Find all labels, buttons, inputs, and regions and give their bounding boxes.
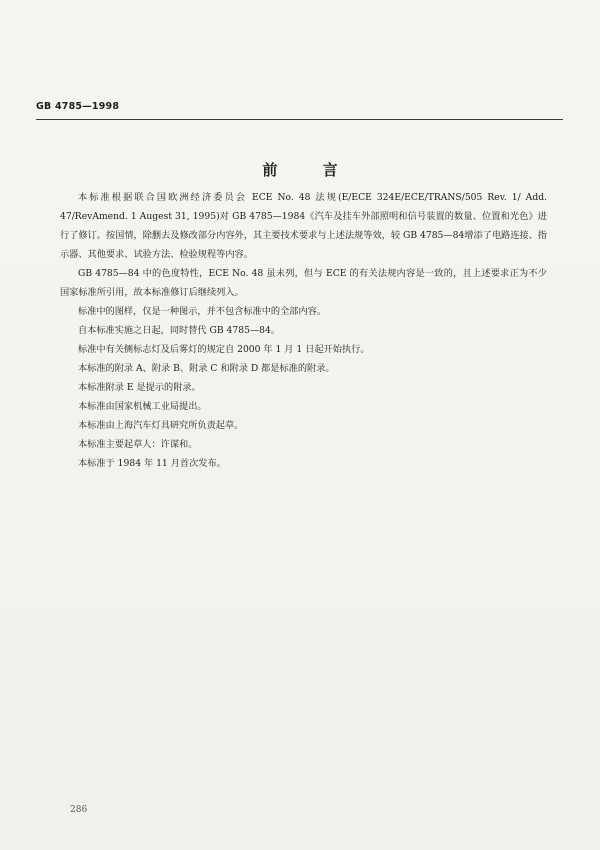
paragraph-chromaticity: GB 4785—84 中的色度特性，ECE No. 48 虽未列，但与 ECE 的有关法规内容是一致的，且上述要求正为不少国家标准所引用，故本标准修订后继续列入。: [60, 268, 547, 298]
standard-code: GB 4785—1998: [36, 101, 120, 112]
paragraph-side-marker-rules: 标准中有关侧标志灯及后雾灯的规定自 2000 年 1 月 1 日起开始执行。: [78, 344, 370, 355]
section-title: 前 言: [262, 161, 358, 179]
paragraph-normative-annexes: 本标准的附录 A、附录 B、附录 C 和附录 D 都是标准的附录。: [78, 363, 335, 374]
paragraph-drafter: 本标准主要起草人：许谋和。: [78, 439, 198, 450]
paragraph-revision-basis: 本标准根据联合国欧洲经济委员会 ECE No. 48 法规(E/ECE 324E/ECE/TRANS/505 Rev. 1/ Add. 47/RevAmend. 1 Augest 31, 1995)对 GB 4785—1984《汽车及挂车外部照明和信号装置的数量、位置和光色》进行了修订。按国情，除删去及修改部分内容外，其主要技术要求与上述法规等效，较 GB 4785—84增添了电路连接、指示器、其他要求、试验方法、检验规程等内容。: [60, 192, 547, 260]
header-divider: [36, 119, 563, 120]
page-number: 286: [70, 805, 88, 815]
paragraph-supersedes: 自本标准实施之日起，同时替代 GB 4785—84。: [78, 325, 281, 336]
foreword-body: [60, 188, 547, 473]
paragraph-drafted-by: 本标准由上海汽车灯具研究所负责起草。: [78, 420, 244, 431]
paragraph-figures: 标准中的图样，仅是一种图示，并不包含标准中的全部内容。: [78, 306, 327, 317]
paragraph-informative-annex: 本标准附录 E 是提示的附录。: [78, 382, 201, 393]
paragraph-first-issued: 本标准于 1984 年 11 月首次发布。: [78, 458, 226, 469]
paragraph-proposed-by: 本标准由国家机械工业局提出。: [78, 401, 207, 412]
